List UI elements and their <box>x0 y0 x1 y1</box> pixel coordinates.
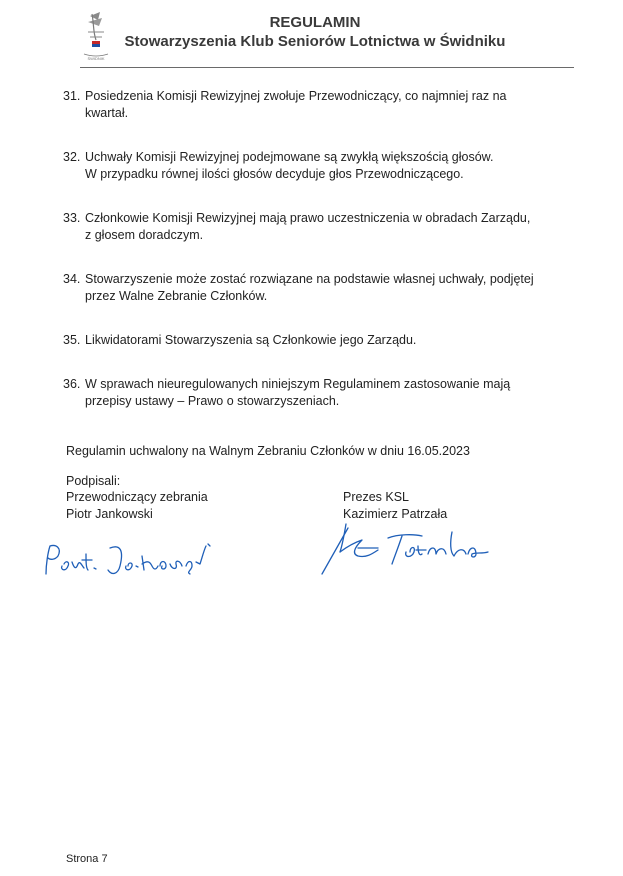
item-number: 36. <box>63 377 81 391</box>
list-item <box>63 149 583 183</box>
title-line: REGULAMIN <box>269 14 361 31</box>
adoption-statement: Regulamin uchwalony na Walnym Zebraniu Członków w dniu 16.05.2023 <box>66 444 470 458</box>
signatory-name: Kazimierz Patrzała <box>343 507 448 521</box>
item-number: 32. <box>63 150 81 164</box>
list-item <box>63 271 583 305</box>
item-number: 31. <box>63 89 81 103</box>
list-item <box>63 332 583 349</box>
handwritten-signature-icon <box>318 518 494 576</box>
list-item <box>63 88 583 122</box>
svg-text:ŚWIDNIK: ŚWIDNIK <box>87 56 105 61</box>
signatory-chairman <box>66 489 208 523</box>
signatory-role: Przewodniczący zebrania <box>66 490 208 504</box>
signatory-name: Piotr Jankowski <box>66 507 153 521</box>
signatory-role: Prezes KSL <box>343 490 410 504</box>
item-text: Uchwały Komisji Rewizyjnej podejmowane są zwykłą większością głosów. W przypadku równej ilości głosów decyduje głos Przewodniczącego. <box>85 150 494 181</box>
item-number: 34. <box>63 272 81 286</box>
item-text: Stowarzyszenie może zostać rozwiązane na podstawie własnej uchwały, podjętej przez Walne Zebranie Członków. <box>85 272 534 303</box>
subtitle-line: Stowarzyszenia Klub Seniorów Lotnictwa w Świdniku <box>124 33 506 50</box>
document-title <box>100 14 530 52</box>
signed-label: Podpisali: <box>66 474 121 488</box>
item-text: Likwidatorami Stowarzyszenia są Członkowie jego Zarządu. <box>85 333 417 347</box>
item-text: Posiedzenia Komisji Rewizyjnej zwołuje Przewodniczący, co najmniej raz na kwartał. <box>85 89 507 120</box>
header-divider <box>80 67 574 68</box>
item-number: 33. <box>63 211 81 225</box>
item-text: W sprawach nieuregulowanych niniejszym Regulaminem zastosowanie mają przepisy ustawy – Prawo o stowarzyszeniach. <box>85 377 511 408</box>
regulation-list <box>63 88 583 410</box>
handwritten-signature-icon <box>40 536 220 582</box>
page-number: Strona 7 <box>66 853 108 865</box>
item-number: 35. <box>63 333 81 347</box>
item-text: Członkowie Komisji Rewizyjnej mają prawo uczestniczenia w obradach Zarządu, z głosem doradczym. <box>85 211 531 242</box>
list-item <box>63 210 583 244</box>
list-item <box>63 376 583 410</box>
